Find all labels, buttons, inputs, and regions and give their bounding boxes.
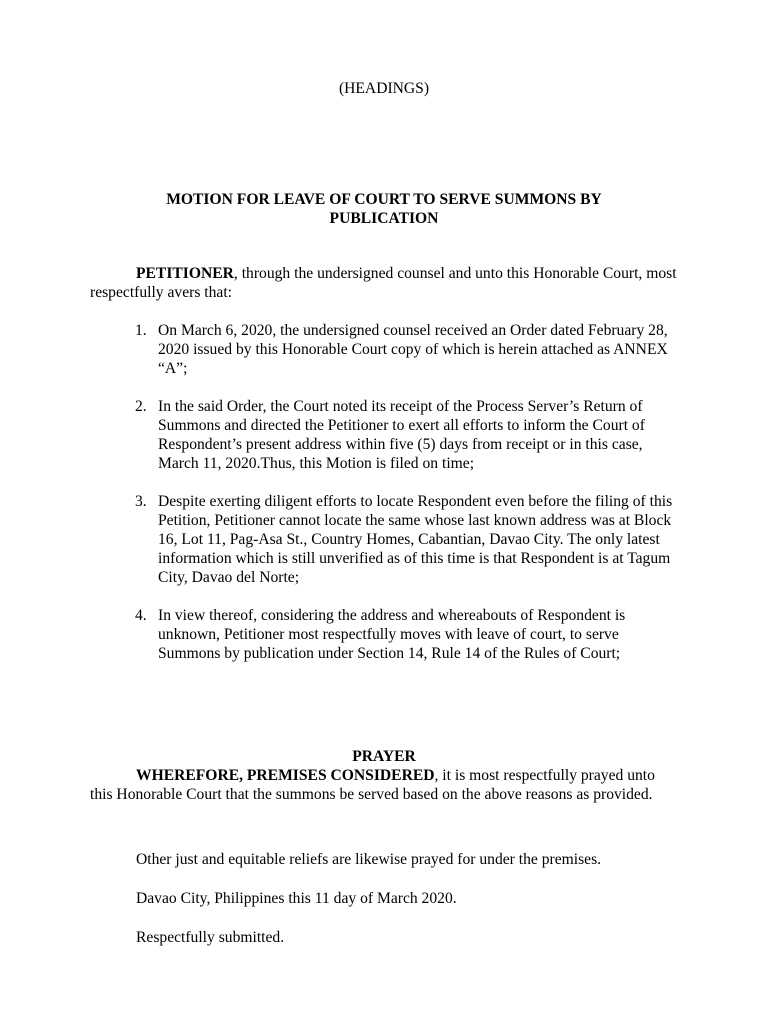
- intro-paragraph: [90, 264, 680, 302]
- item-text: Despite exerting diligent efforts to locate Respondent even before the filing of this Petition, Petitioner cannot locate the same whose last known address was at Block 16, Lot 11, Pag-Asa St., Country Homes, Cabantian, Davao City. The only latest information which is still unverified as of this time is that Respondent is at Tagum City, Davao del Norte;: [158, 493, 673, 586]
- headings-placeholder: (HEADINGS): [338, 80, 430, 97]
- item-text: In view thereof, considering the address and whereabouts of Respondent is unknown, Petitioner most respectfully moves with leave of court, to serve Summons by publication under Section 14, Rule 14 of the Rules of Court;: [158, 607, 626, 662]
- list-item: [0, 321, 678, 378]
- item-number: 4.: [135, 607, 147, 624]
- intro-lead: PETITIONER: [136, 265, 234, 282]
- item-text: In the said Order, the Court noted its receipt of the Process Server’s Return of Summons and directed the Petitioner to exert all efforts to inform the Court of Respondent’s present address within five (5) days from receipt or in this case, March 11, 2020.Thus, this Motion is filed on time;: [158, 398, 645, 472]
- intro-text: , through the undersigned counsel and unto this Honorable Court, most respectfully avers that:: [90, 265, 677, 301]
- list-item: [0, 606, 678, 663]
- list-item: [0, 397, 678, 473]
- closing-line: Respectfully submitted.: [136, 929, 285, 946]
- reliefs-line: Other just and equitable reliefs are likewise prayed for under the premises.: [136, 851, 602, 868]
- item-number: 1.: [135, 322, 147, 339]
- item-number: 2.: [135, 398, 147, 415]
- allegations-list: [0, 321, 768, 682]
- motion-title: MOTION FOR LEAVE OF COURT TO SERVE SUMMONS BY PUBLICATION: [166, 191, 602, 227]
- place-date-line: Davao City, Philippines this 11 day of March 2020.: [136, 890, 457, 907]
- prayer-heading: PRAYER: [352, 748, 416, 765]
- prayer-paragraph: [90, 766, 680, 804]
- prayer-text: , it is most respectfully prayed unto this Honorable Court that the summons be served based on the above reasons as provided.: [90, 767, 655, 803]
- item-text: On March 6, 2020, the undersigned counsel received an Order dated February 28, 2020 issued by this Honorable Court copy of which is herein attached as ANNEX “A”;: [158, 322, 668, 377]
- prayer-lead: WHEREFORE, PREMISES CONSIDERED: [136, 767, 435, 784]
- list-item: [0, 492, 678, 587]
- item-number: 3.: [135, 493, 147, 510]
